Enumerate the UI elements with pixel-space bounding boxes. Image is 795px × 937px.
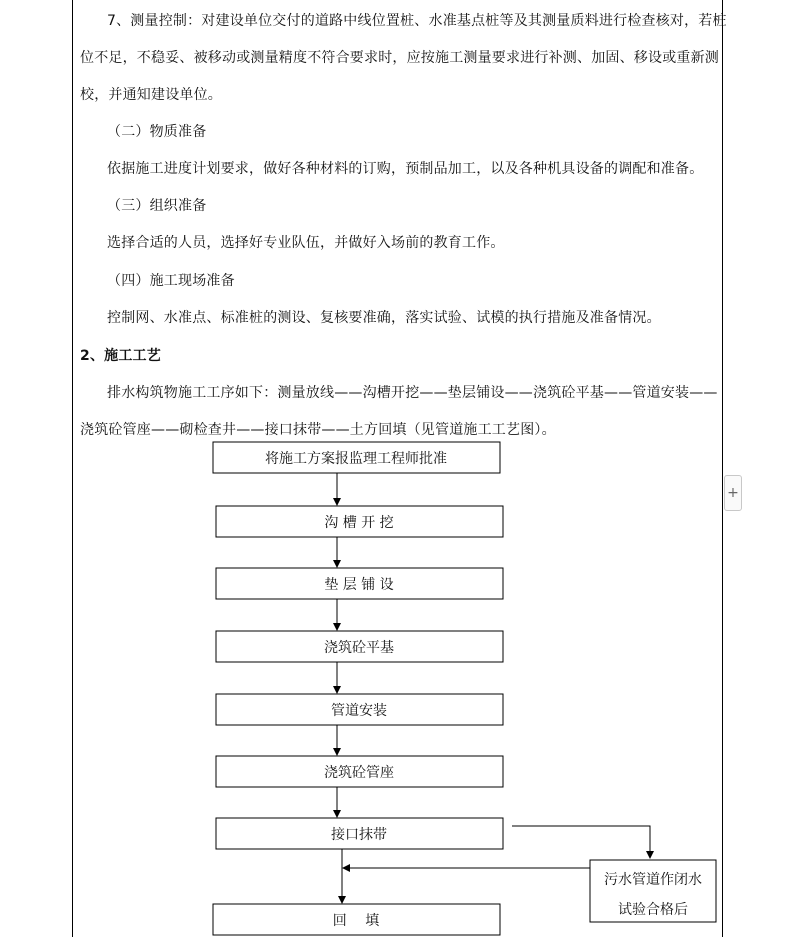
flow-label-pipe-seat: 浇筑砼管座 [324,765,394,781]
paragraph-process-line-1: 排水构筑物施工工序如下：测量放线——沟槽开挖——垫层铺设——浇筑砼平基——管道安装—— [107,385,718,401]
heading-material-prep: （二）物质准备 [107,124,207,140]
flow-label-trench: 沟 槽 开 挖 [324,515,394,531]
flow-label-backfill: 回 填 [332,913,380,929]
paragraph-7-line-3: 校，并通知建设单位。 [80,87,222,103]
paragraph-site-prep: 控制网、水准点、标准桩的测设、复核要准确，落实试验、试模的执行措施及准备情况。 [107,310,661,326]
flow-label-pipe-install: 管道安装 [331,703,387,719]
paragraph-material-prep: 依据施工进度计划要求，做好各种材料的订购，预制品加工，以及各种机具设备的调配和准备。 [107,161,704,177]
paragraph-7-line-2: 位不足，不稳妥、被移动或测量精度不符合要求时，应按施工测量要求进行补测、加固、移设或重新测 [80,50,719,66]
add-block-button[interactable]: + [724,475,742,511]
paragraph-process-line-2: 浇筑砼管座——砌检查井——接口抹带——土方回填（见管道施工工艺图）。 [80,422,556,438]
flow-label-bedding: 垫 层 铺 设 [324,577,394,593]
flow-label-approval: 将施工方案报监理工程师批准 [265,451,447,467]
paragraph-organization-prep: 选择合适的人员，选择好专业队伍，并做好入场前的教育工作。 [107,235,505,251]
flow-arrow-to-test [512,826,650,857]
heading-organization-prep: （三）组织准备 [107,198,207,214]
flow-label-test-line-2: 试验合格后 [618,902,688,918]
flow-label-base: 浇筑砼平基 [324,640,394,656]
flow-label-joint: 接口抹带 [331,827,387,843]
heading-construction-process: 2、施工工艺 [80,348,161,364]
heading-site-prep: （四）施工现场准备 [107,273,235,289]
flow-label-test-line-1: 污水管道作闭水 [604,872,702,888]
paragraph-7-line-1: 7、测量控制：对建设单位交付的道路中线位置桩、水准基点桩等及其测量质料进行检查核对，若桩 [107,13,727,29]
